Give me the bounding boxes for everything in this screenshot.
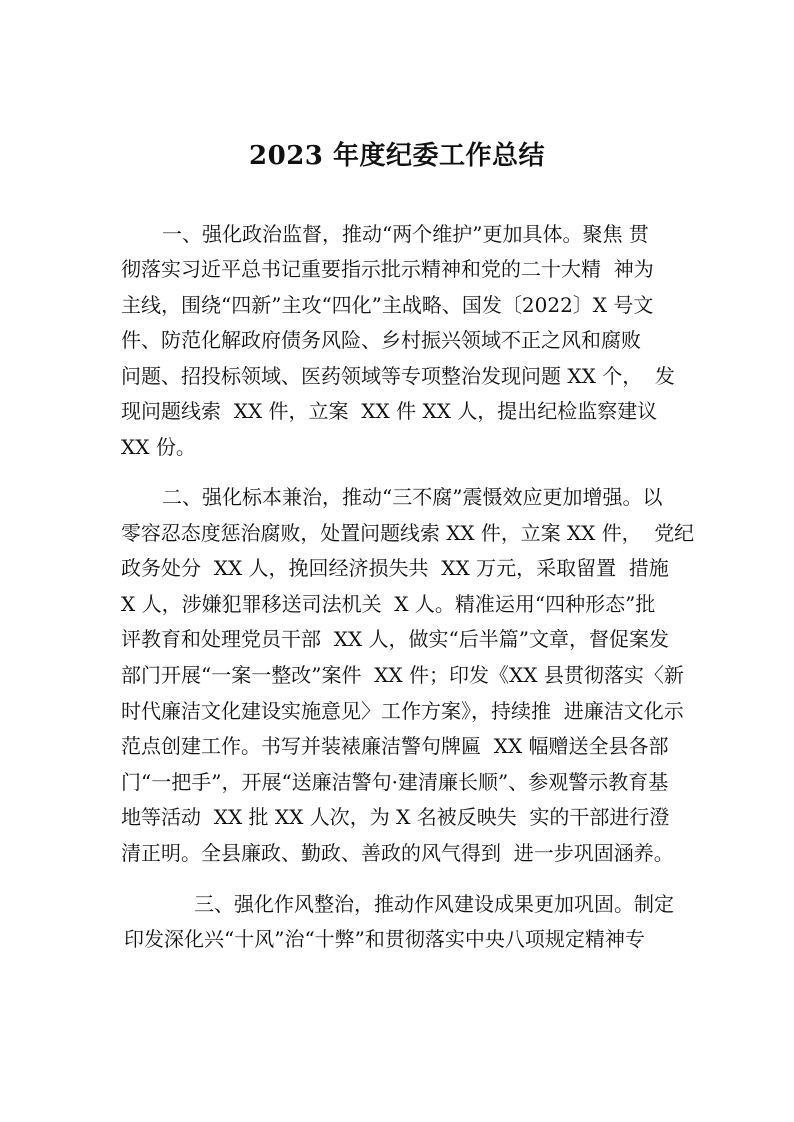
paragraph-2-line-6: 部门开展“一案一整改”案件 XX 件；印发《XX 县贯彻落实〈新	[121, 663, 684, 687]
document-title: 2023 年度纪委工作总结	[249, 141, 545, 171]
paragraph-2-line-9: 门“一把手”，开展“送廉洁警句·建清廉长顺”、参观警示教育基	[121, 770, 669, 794]
paragraph-2-line-5: 评教育和处理党员干部 XX 人，做实“后半篇”文章，督促案发	[121, 627, 669, 651]
paragraph-2-line-4: X 人，涉嫌犯罪移送司法机关 X 人。精准运用“四种形态”批	[121, 592, 656, 616]
paragraph-1-line-5: 问题、招投标领域、医药领域等专项整治发现问题 XX 个， 发	[121, 364, 675, 388]
paragraph-1-line-6: 现问题线索 XX 件，立案 XX 件 XX 人，提出纪检监察建议	[121, 399, 658, 423]
paragraph-3-line-2: 印发深化兴“十风”治“十弊”和贯彻落实中央八项规定精神专	[124, 927, 645, 951]
paragraph-2-line-3: 政务处分 XX 人，挽回经济损失共 XX 万元，采取留置 措施	[121, 556, 669, 580]
paragraph-2-line-11: 清正明。全县廉政、勤政、善政的风气得到 进一步巩固涵养。	[121, 841, 674, 865]
paragraph-1-line-4: 件、防范化解政府债务风险、乡村振兴领域不正之风和腐败	[121, 328, 641, 352]
paragraph-2-line-2: 零容忍态度惩治腐败，处置问题线索 XX 件，立案 XX 件， 党纪	[121, 521, 695, 545]
paragraph-2-line-7: 时代廉洁文化建设实施意见〉工作方案》，持续推 进廉洁文化示	[121, 699, 684, 723]
paragraph-1-line-3: 主线，围绕“四新”主攻“四化”主战略、国发〔2022〕X 号文	[121, 293, 654, 317]
paragraph-2-line-1: 二、强化标本兼治，推动“三不腐”震慑效应更加增强。以	[162, 485, 663, 509]
paragraph-2-line-8: 范点创建工作。书写并装裱廉洁警句牌匾 XX 幅赠送全县各部	[121, 734, 669, 758]
paragraph-2-line-10: 地等活动 XX 批 XX 人次，为 X 名被反映失 实的干部进行澄	[121, 805, 670, 829]
paragraph-1-line-1: 一、强化政治监督，推动“两个维护”更加具体。聚焦 贯	[162, 222, 649, 246]
paragraph-3-line-1: 三、强化作风整治，推动作风建设成果更加巩固。制定	[194, 892, 674, 916]
paragraph-1-line-7: XX 份。	[121, 435, 196, 459]
paragraph-1-line-2: 彻落实习近平总书记重要指示批示精神和党的二十大精 神为	[121, 257, 654, 281]
